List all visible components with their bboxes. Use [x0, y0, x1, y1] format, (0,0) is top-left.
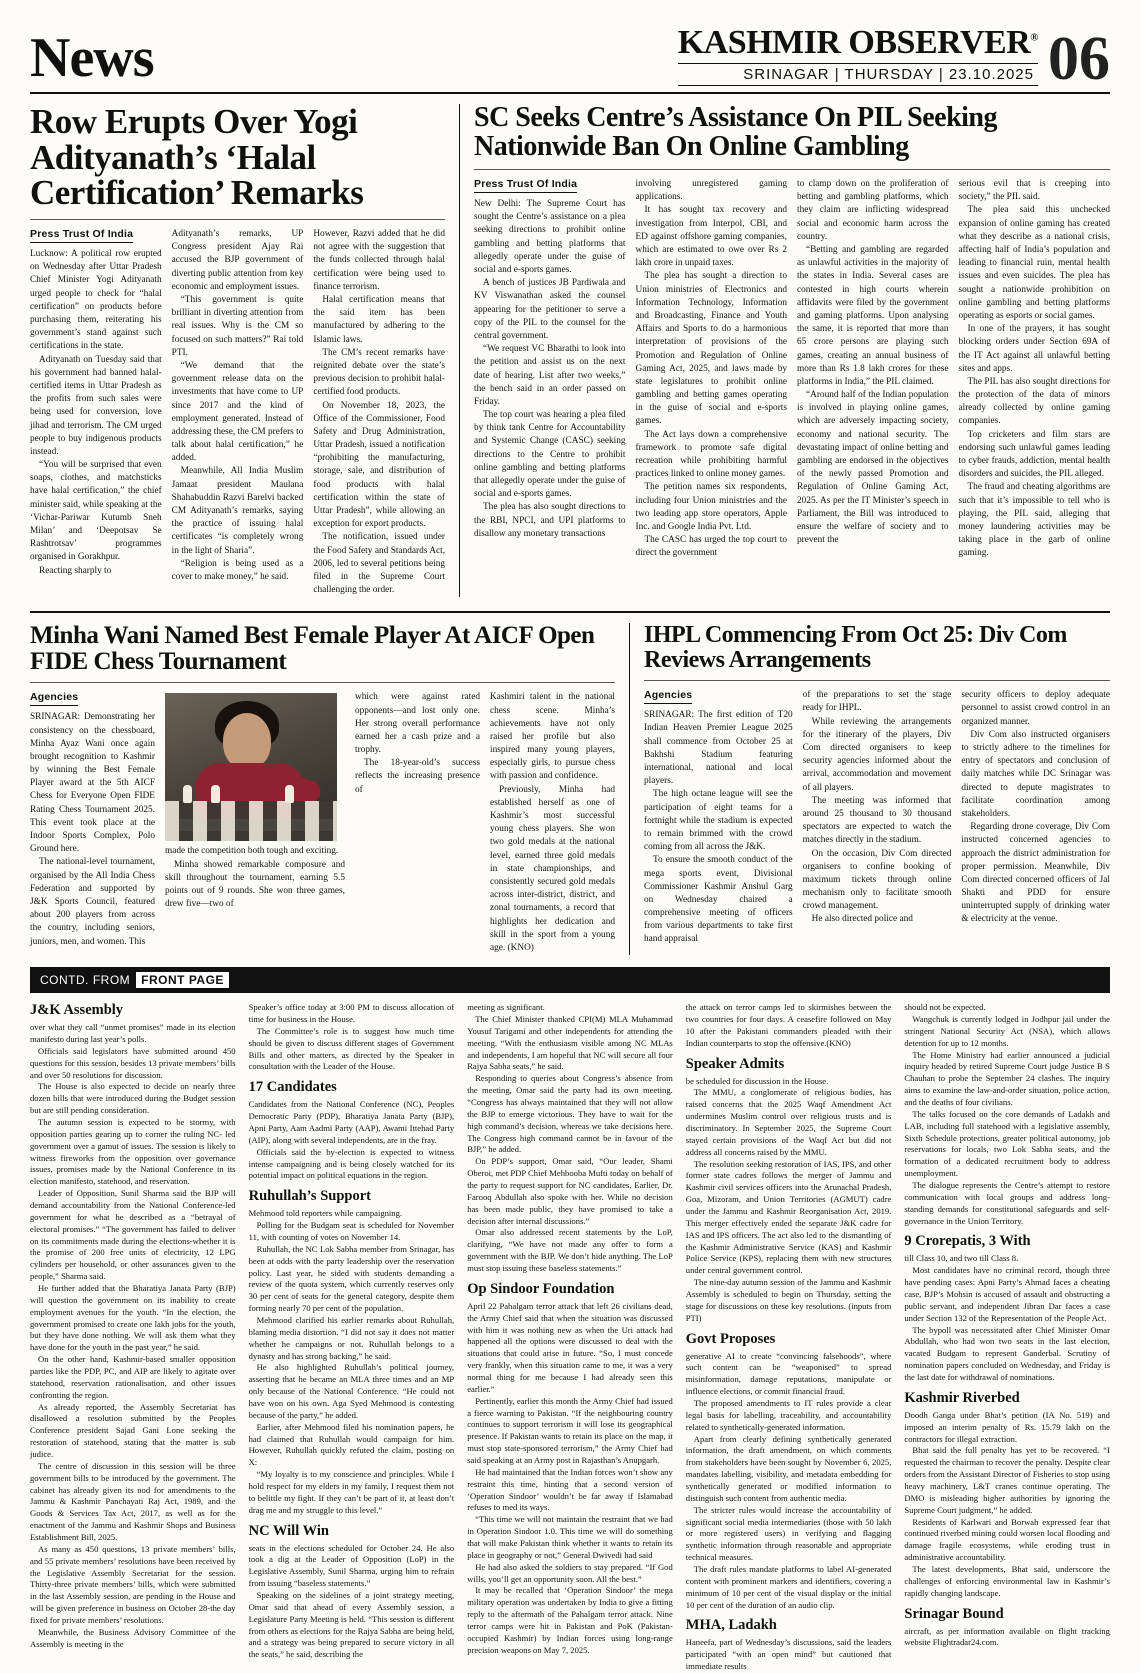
paragraph: Responding to queries about Congress’s absence from the meeting, Omar said the party had its own meeting. “Congress has always maintained that they will not allow the BJP to emerge victorious. They have to wait for the high command’s decision, whereas we take decisions here. The Congress high command cannot be in favour of the BJP,” he added.: [467, 1073, 673, 1155]
paragraph: On the other hand, Kashmir-based smaller opposition parties like the PDP, PC, and AIP are likely to agitate over statehood, reservation rationalisation, and other issues confronting the region.: [30, 1354, 236, 1400]
photo-detail: [223, 713, 271, 769]
story-yogi-col3: [313, 228, 445, 597]
paragraph: The high octane league will see the participation of eight teams for a fortnight while the stadium is expected to remain brimmed with the crowd coming from all across the J&K.: [644, 789, 793, 853]
paragraph: SRINAGAR: The first edition of T20 Indian Heaven Premier League 2025 shall commence from October 25 at Bakhshi Stadium featuring international, national and local players.: [644, 710, 793, 787]
story-sc-col2: [636, 178, 788, 560]
paragraph: The notification, issued under the Food Safety and Standards Act, 2006, led to several petitions being filed in the Supreme Court challenging the order.: [313, 532, 446, 596]
paragraph: Pertinently, earlier this month the Army Chief had issued a fierce warning to Pakistan. “If the neighbouring country continues to support terrorism it will lose its geographical presence. If Pakistan wants to retain its place on the map, it must stop state-sponsored terrorism,” the Army Chief had said speaking at an Army post in Rajasthan’s Anupgarh.: [467, 1395, 673, 1465]
paragraph: Ruhullah, the NC Lok Sabha member from Srinagar, has been at odds with the party leadership over the reservation policy. Last year, he sided with students demanding a review of the quota system, which currently reserves only 30 per cent of seats for the general category, despite them forming nearly 70 per cent of the population.: [248, 1243, 455, 1314]
paragraph: the attack on terror camps led to skirmishes between the two countries for four days. A ceasefire followed on May 10 after the Pakistani commanders pleaded with their Indian counterparts to stop the offensive.(KNO): [685, 1002, 892, 1048]
masthead: [30, 26, 1110, 94]
paragraph: Officials said legislators have submitted around 450 questions for this session, besides 13 private members’ bills and over 50 resolutions for discussion.: [30, 1045, 236, 1080]
paragraph: It may be recalled that ‘Operation Sindoor’ the mega military operation was undertaken by India to give a fitting reply to the aftermath of the Pahalgam terror attack. Nine terror camps were hit in Pakistan and PoK (Pakistan-occupied Kashmir) by Indian forces using long-range precision weapons on May 7, 2025.: [467, 1585, 673, 1655]
paragraph: involving unregistered gaming applications.: [635, 179, 787, 203]
paragraph: Wangchuk is currently lodged in Jodhpur jail under the stringent National Security Act (NSA), which allows detention for up to 12 months.: [904, 1013, 1110, 1048]
paragraph: The Home Ministry had earlier announced a judicial inquiry headed by retired Supreme Court judge Justice B S Chauhan to probe the September 24 clashes. The inquiry aims to examine the law-and-order situation, police action, and the deaths of four civilians.: [904, 1049, 1110, 1107]
photo-detail: [165, 801, 337, 841]
story-ihpl: [629, 623, 1110, 955]
paragraph: Reacting sharply to: [39, 565, 112, 576]
paragraph: He also directed police and: [811, 914, 913, 925]
story-sc-col4: [959, 178, 1111, 560]
subhead-ruhullah-support: Ruhullah’s Support: [248, 1188, 371, 1205]
paragraph: generative AI to create “convincing falsehoods”, where such content can be “weaponised” to spread misinformation, damage reputations, manipulate or influence elections, or commit financial fraud.: [685, 1350, 892, 1397]
paragraph: Minha showed remarkable composure and skill throughout the tournament, earning 5.5 points out of 9 rounds. She won three games, drew five—two of: [165, 859, 345, 910]
paragraph: “We demand that the government release data on the investments that have come to UP since 2017 and the kind of employment generated. Instead of addressing these, the CM prefers to talk about halal certification,” he added.: [171, 360, 304, 464]
section-title: News: [30, 27, 154, 89]
subhead-govt-proposes: Govt Proposes: [685, 1330, 776, 1347]
paragraph: It has sought tax recovery and investigation from Interpol, CBI, and ED against offshore gaming companies, which are estimated to owe over Rs 2 lakh crore in unpaid taxes.: [635, 205, 787, 269]
paragraph: Polling for the Budgam seat is scheduled for November 11, with counting of votes on November 14.: [248, 1220, 455, 1242]
paper-name: [678, 26, 1038, 60]
paragraph: The MMU, a conglomerate of religious bodies, has raised concerns that the 2025 Waqf Amendment Act undermines Muslim control over religious trusts and is discriminatory. In September 2025, the Supreme Court stayed certain provisions of the Waqf Act but did not address all concerns raised by the MMU.: [685, 1087, 892, 1157]
paragraph: As many as 450 questions, 13 private members’ bills, and 55 private members’ resolutions have been received by the Legislative Assembly Secretariat for the session. Thirty-three private members’ bills, which were submitted in the last Assembly session, are pending in the House and will be given preference in business on October 28-the day fixed for private members’ resolutions.: [30, 1543, 236, 1626]
paragraph: He further added that the Bharatiya Janata Party (BJP) will question the government on its inability to create employment avenues for the youth. “In the election, the government promised to create one lakh jobs for the youth, but they have done nothing. We will ask them what they have done for the youth in the past year,” he said.: [30, 1282, 236, 1353]
paragraph: He had maintained that the Indian forces won’t show any restraint this time, hinting that a second version of ‘Operation Sindoor’ wouldn’t be far away if Islamabad refuses to med its ways.: [467, 1466, 673, 1513]
story-yogi-col2: [172, 228, 304, 597]
paragraph: Meanwhile, the Business Advisory Committee of the Assembly is meeting in the: [30, 1626, 236, 1649]
paragraph: The Act lays down a comprehensive framework to promote safe digital recreation while prohibiting harmful practices linked to online money games.: [635, 429, 787, 480]
story-ihpl-col2: [803, 689, 952, 946]
story-chess-col4: [490, 691, 615, 955]
paragraph: Adityanath’s remarks, UP Congress president Ajay Rai accused the BJP government of diverting public attention from key economic and employment issues.: [171, 229, 304, 292]
contd-col3: [467, 1002, 673, 1673]
paragraph: The CM’s recent remarks have reignited debate over the state’s previous decision to prohibit halal-certified food products.: [313, 347, 446, 398]
paragraph: Officials said the by-election is expected to witness intense campaigning and is being closely watched for its potential impact on political equations in the region.: [248, 1146, 455, 1181]
story-sc: [459, 104, 1110, 597]
paragraph: In one of the prayers, it has sought blocking orders under Section 69A of the IT Act against all unlawful betting sites and apps.: [958, 324, 1110, 374]
paragraph: aircraft, as per information available on flight tracking website Flightradar24.com.: [904, 1625, 1110, 1648]
paragraph: Speaking on the sidelines of a joint strategy meeting, Omar said that ahead of every Assembly session, a Legislature Party Meeting is held. “This session is different from others as elections for the Rajya Sabha are being held, and a strategy was being prepared to secure victory in all the seats,” he said, describing the: [248, 1590, 455, 1660]
divider: [30, 219, 445, 220]
subhead-mha-ladakh: MHA, Ladakh: [685, 1617, 777, 1634]
paragraph: Halal certification means that the said item has been manufactured by adhering to the Islamic laws.: [313, 295, 446, 345]
middle-section: [30, 611, 1110, 955]
paragraph: However, Razvi added that he did not agree with the suggestion that the funds collected through halal certification were being used to finance terrorism.: [313, 229, 446, 292]
paragraph: The fraud and cheating algorithms are such that it’s impossible to tell who is playing, the PIL said, alleging that money laundering activities may be taking place in the garb of online gaming.: [958, 482, 1110, 559]
story-chess-col2: [165, 691, 345, 955]
chess-player-photo: [165, 693, 337, 841]
paragraph: Mehmood clarified his earlier remarks about Ruhullah, blaming media distortion. “I did not say it does not matter whether he campaigns or not. Ruhullah belongs to a dynasty and has strong backing,” he said.: [248, 1314, 455, 1361]
subhead-kashmir-riverbed: Kashmir Riverbed: [904, 1389, 1020, 1406]
divider: [474, 169, 1110, 170]
paragraph: The dialogue represents the Centre’s attempt to restore communication with local groups and address long-standing demands for constitutional safeguards and self-governance in the Union Territory.: [904, 1179, 1110, 1226]
paragraph: The meeting was informed that around 25 thousand to 30 thousand spectators are expected to watch the matches directly in the stadium.: [802, 795, 952, 846]
story-ihpl-col1: [644, 689, 793, 946]
paragraph: The proposed amendments to IT rules provide a clear legal basis for labelling, traceability, and accountability related to synthetically-generated information.: [685, 1397, 892, 1432]
story-ihpl-col3: [961, 689, 1110, 946]
story-ihpl-columns: [644, 689, 1110, 946]
registered-mark: ®: [1030, 31, 1038, 44]
subhead-9-crorepatis: 9 Crorepatis, 3 With: [904, 1233, 1031, 1250]
paragraph: to clamp down on the proliferation of betting and gambling platforms, which they claim are inflicting widespread social and economic harm across the country.: [797, 179, 949, 242]
photo-detail: [211, 785, 220, 803]
paragraph: Leader of Opposition, Sunil Sharma said the BJP will demand accountability from the National Conference-led government for what he described as a “betrayal of electoral promises.” “The government has failed to deliver on its commitments made during the elections-whether it is the promise of 200 free units of electricity, 12 LPG cylinders per household, or other assurances given to the people,” Sharma said.: [30, 1188, 236, 1282]
paragraph: The stricter rules would increase the accountability of significant social media intermediaries (those with 50 lakh or more registered users) in verifying and flagging synthetic information through reasonable and appropriate technical measures.: [685, 1504, 892, 1563]
paragraph: April 22 Pahalgam terror attack that left 26 civilians dead, the Army Chief said that when the situation was discussed with him it was nothing new as when the Uri attack had happened all the options were discussed to deal with the situations that could arise in future. “So, I must concede very frankly, when this situation came to me, it was a very normal thing for me because I had already seen this earlier.”: [467, 1300, 673, 1394]
subhead-op-sindoor-foundation: Op Sindoor Foundation: [467, 1280, 615, 1297]
subhead-17-candidates: 17 Candidates: [248, 1079, 337, 1096]
subhead-speaker-admits: Speaker Admits: [685, 1055, 785, 1072]
contd-label: CONTD. FROM: [40, 973, 131, 988]
paragraph: till Class 10, and two till Class 8.: [904, 1253, 1019, 1264]
story-chess: [30, 623, 615, 955]
paragraph: Residents of Karlwari and Borwah expressed fear that continued riverbed mining could worsen local flooding and damage fragile ecosystems, while eroding trust in administrative accountability.: [904, 1516, 1110, 1563]
paragraph: Meanwhile, All India Muslim Jamaat president Maulana Shahabuddin Razvi Barelvi backed CM Adityanath’s remarks, saying the practice of issuing halal certificates “is completely wrong in the light of Sharia”.: [171, 466, 304, 556]
story-chess-columns: [30, 691, 615, 955]
contd-front-page-tag: FRONT PAGE: [136, 972, 229, 988]
paragraph: The talks focused on the core demands of Ladakh and LAB, including full statehood with a legislative assembly, Sixth Schedule protections, greater political autonomy, job reservations for locals, two Lok Sabha seats, and the formation of a dedicated recruitment body to address unemployment.: [904, 1108, 1110, 1179]
paragraph: Doodh Ganga under Bhat’s petition (IA No. 519) and imposed an interim penalty of Rs. 15.79 lakh on the contractors for illegal extraction.: [904, 1409, 1110, 1444]
paragraph: security officers to deploy adequate personnel to assist crowd control in an organized manner.: [961, 690, 1111, 727]
paragraph: Div Com also instructed organisers to strictly adhere to the timelines for entry of spectators and conclusion of daily matches while DC Srinagar was directed to depute magistrates to facilitate coordination among stakeholders.: [961, 729, 1111, 819]
paragraph: The resolution seeking restoration of IAS, IPS, and other former state cadres follows the merger of Jammu and Kashmir civil services officers into the Arunachal Pradesh, Goa, Mizoram, and Union Territories (AGMUT) cadre under the Jammu and Kashmir Reorganisation Act, 2019. This merger effectively ended the separate J&K cadre for IAS and IPS officers. The act also led to the dismantling of the Kashmir Administrative Service (KAS) and Kashmir Police Service (KPS), replacing them with new structures under central government control.: [685, 1158, 892, 1276]
paragraph: which were against rated opponents—and lost only one. Her strong overall performance earned her a cash prize and a trophy.: [355, 692, 480, 756]
paragraph: The PIL has also sought directions for the protection of the data of minors already collected by online gaming companies.: [958, 376, 1110, 427]
story-chess-col3: [355, 691, 480, 955]
byline: Agencies: [30, 691, 78, 706]
paragraph: While reviewing the arrangements for the itinerary of the players, Div Com directed organisers to keep security agencies informed about the arrival, accommodation and movement of all players.: [802, 716, 952, 793]
page-number: 06: [1048, 25, 1110, 94]
paragraph: “We request VC Bharathi to look into the petition and assist us on the next date of hearing. List after two weeks,” the bench said in an order passed on Friday.: [474, 344, 626, 407]
paragraph: serious evil that is creeping into society,” the PIL said.: [958, 179, 1110, 203]
paragraph: To ensure the smooth conduct of the mega sports event, Divisional Commissioner Kashmir Anshul Garg on Wednesday chaired a comprehensive meeting of officers from various departments to take first hand appraisal: [644, 855, 793, 945]
paragraph: The petition names six respondents, including four Union ministries and the two leading app store operators, Apple Inc. and Google India Pvt. Ltd.: [635, 482, 787, 532]
paragraph: seats in the elections scheduled for October 24. He also took a dig at the Leader of Opposition (LoP) in the Legislative Assembly, Sunil Sharma, urging him to refrain from issuing “baseless statements.”: [248, 1542, 455, 1589]
byline: Press Trust Of India: [474, 178, 577, 193]
story-yogi-col1: [30, 228, 162, 597]
paragraph: The 18-year-old’s success reflects the increasing presence of: [355, 758, 480, 795]
paragraph: The bypoll was necessitated after Chief Minister Omar Abdullah, who had won two seats in the last election, vacated Budgam to represent Ganderbal. Scrutiny of nomination papers concluded on Wednesday, and Friday is the last date for withdrawal of nominations.: [904, 1324, 1110, 1382]
paragraph: Kashmiri talent in the national chess scene. Minha’s achievements have not only raised her profile but also inspired many young players, especially girls, to pursue chess with passion and confidence.: [490, 692, 615, 782]
paragraph: Earlier, after Mehmood filed his nomination papers, he had claimed that Ruhullah would campaign for him. However, Ruhullah quickly refuted the claim, posting on X:: [248, 1421, 455, 1468]
paragraph: The nine-day autumn session of the Jammu and Kashmir Assembly is scheduled to begin on Thursday, setting the stage for discussions on these key resolutions. (inputs from PTI): [685, 1277, 892, 1323]
story-sc-col1: [474, 178, 626, 560]
paragraph: Most candidates have no criminal record, though three have pending cases: Apni Party’s Ahmad faces a cheating case, BJP’s Mohsin is accused of assault and obstructing a public servant, and independent Jibran Dar faces a case under Section 132 of the Representation of the People Act.: [904, 1265, 1110, 1323]
paragraph: Previously, Minha had established herself as one of Kashmir’s most successful young chess players. She won two gold medals at the national level, earned three gold medals in state championships, and consistently secured gold medals across inter-district, district, and zonal tournaments, a record that highlights her dedication and skill in the sport from a young age. (KNO): [490, 784, 615, 953]
paragraph: The centre of discussion in this session will be three government bills to be introduced by the government. The cabinet has already given its nod for amendments to the Jammu & Kashmir Panchayati Raj Act, 1989, and the Goods & Services Tax Act, 2017, as well as for the enactment of the Jammu and Kashmir Shops and Business Establishment Bill, 2025.: [30, 1460, 236, 1543]
subhead-jk-assembly: J&K Assembly: [30, 1002, 124, 1019]
paragraph: Candidates from the National Conference (NC), Peoples Democratic Party (PDP), Bharatiya Janata Party (BJP), Apni Party, Aam Aadmi Party (AAP), Awami Ittehad Party (AIP), along with several independents, are in the fray.: [248, 1099, 455, 1145]
paragraph: As already reported, the Assembly Secretariat has disallowed a resolution submitted by the Peoples Conference president Sajad Gani Lone seeking the restoration of statehood, stating that the matter is sub judice.: [30, 1401, 236, 1459]
paragraph: Lucknow: A political row erupted on Wednesday after Uttar Pradesh Chief Minister Yogi Adityanath urged people to check for “halal certification” on products before purchasing them, reiterating his government’s stand against such certifications in the state.: [30, 249, 162, 352]
paragraph: On PDP’s support, Omar said, “Our leader, Shami Oberoi, met PDP Chief Mehbooba Mufti today on behalf of the party to request support for NC candidates. Earlier, Dr. Farooq Abdullah also spoke with her. While no decision has been made public, they have promised to take a decision after internal discussions.”: [467, 1156, 673, 1226]
paragraph: The CASC has urged the top court to direct the government: [635, 535, 787, 559]
story-yogi-columns: [30, 228, 445, 597]
paragraph: “Betting and gambling are regarded as unlawful activities in the majority of the states in India. Several cases are contested in high courts wherein affidavits were filed by the government and gaming platforms. Upon analysing the same, it is reported that more than 65 crore persons are playing such games, creating an annual business of more than Rs 1.8 lakh crores for these platforms in India,” the PIL claimed.: [797, 245, 949, 387]
top-section: [30, 104, 1110, 597]
byline: Press Trust Of India: [30, 228, 133, 243]
paragraph: “You will be surprised that even soaps, clothes, and matchsticks have halal certification,” the chief minister said, while speaking at the ‘Vichar-Pariwar Kutumb Sneh Milan’ and ‘Deepotsav Se Rashtrotsav’ programmes organised in Gorakhpur.: [30, 460, 162, 563]
paragraph: On November 18, 2023, the Office of the Commissioner, Food Safety and Drug Administration, Uttar Pradesh, issued a notification “prohibiting the manufacturing, storage, sale, and distribution of food products with halal certification within the state of Uttar Pradesh”, while allowing an exception for export products.: [313, 400, 446, 530]
paragraph: The Chief Minister thanked CPI(M) MLA Muhammad Yousuf Tarigami and other independents for attending the meeting. “With the enthusiasm visible among NC MLAs and independents, I am hopeful that NC will secure all four Rajya Sabha seats,” he said.: [467, 1013, 673, 1072]
masthead-right: [677, 24, 1110, 94]
story-chess-col1: [30, 691, 155, 955]
paragraph: Haneefa, part of Wednesday’s discussions, said the leaders participated “with an open mind” but cautioned that immediate results: [685, 1637, 892, 1672]
contd-section: [30, 1002, 1110, 1673]
paragraph: The top court was hearing a plea filed by think tank Centre for Accountability and Systemic Change (CASC) seeking directions to the Centre to prohibit online gambling and betting platforms that allegedly operate under the guise of social and e-sports games.: [474, 410, 626, 500]
story-sc-col3: [797, 178, 949, 560]
paragraph: The autumn session is expected to be stormy, with opposition parties gearing up to corner the ruling NC- led government over a gamut of issues. The session is likely to witness fireworks from the opposition over governance issues, promises made by the National Conference in its election manifesto, statehood, and reservation.: [30, 1116, 236, 1187]
paragraph: A bench of justices JB Pardiwala and KV Viswanathan asked the counsel appearing for the petitioner to serve a copy of the PIL to the counsel for the central government.: [474, 278, 626, 341]
paragraph: meeting as significant.: [467, 1002, 545, 1013]
paragraph: Top cricketers and film stars are endorsing such unlawful games leading to cyber frauds, addiction, mental health disorders and suicides, the PIL alleged.: [958, 429, 1110, 480]
paragraph: The national-level tournament, organised by the All India Chess Federation and supported by J&K Sports Council, featured about 200 players from across the country, including seniors, juniors, men, and women. This: [30, 857, 155, 947]
paragraph: Mehmood told reporters while campaigning.: [248, 1208, 403, 1219]
contd-banner: [30, 967, 1110, 993]
divider: [644, 680, 1110, 681]
paragraph: should not be expected.: [904, 1002, 986, 1013]
paragraph: Speaker’s office today at 3:00 PM to discuss allocation of time for business in the House.: [248, 1002, 455, 1024]
story-ihpl-headline: IHPL Commencing From Oct 25: Div Com Reviews Arrangements: [644, 622, 1067, 673]
paragraph: The plea has also sought directions to the RBI, NPCI, and UPI platforms to disallow any monetary transactions: [474, 502, 626, 539]
paragraph: The plea has sought a direction to Union ministries of Electronics and Information Technology, Information and Broadcasting, Finance and Youth Affairs and Sports to do a harmonious interpretation of provisions of the Promotion and Regulation of Online Gaming Act, 2025, and laws made by state legislatures to prohibit online gambling and betting games operating in the guise of social and e-sports games.: [635, 271, 787, 427]
paragraph: Apart from clearly defining synthetically generated information, the draft amendment, on which comments from stakeholders have been sought by November 6, 2025, mandates labelling, visibility, and metadata embedding for synthetically generated or modified information to distinguish such content from authentic media.: [685, 1433, 892, 1503]
masthead-title-block: [678, 26, 1038, 86]
paragraph: over what they call “unmet promises” made in its election manifesto during last year’s polls.: [30, 1022, 236, 1044]
paragraph: “This time we will not maintain the restraint that we had in Operation Sindoor 1.0. This time we will do something that will make Pakistan think whether it wants to retain its place in geography or not,” General Dwivedi had said: [467, 1514, 673, 1560]
paragraph: “Around half of the Indian population is involved in playing online games, which are adversely impacting society, economy and national security. The devastating impact of online betting and gambling are endorsed in the objectives of the newly passed Promotion and Regulation of Online Gaming Act, 2025. As per the IT Minister’s speech in Parliament, the Bill was introduced to ensure the welfare of society and to prevent the: [797, 390, 949, 546]
byline: Agencies: [644, 689, 692, 704]
story-yogi-headline: Row Erupts Over Yogi Adityanath’s ‘Halal Certification’ Remarks: [30, 102, 364, 213]
paragraph: be scheduled for discussion in the House.: [685, 1075, 829, 1086]
contd-col4: [686, 1002, 892, 1673]
contd-col2: [249, 1002, 455, 1673]
subhead-nc-will-win: NC Will Win: [248, 1522, 329, 1539]
paragraph: of the preparations to set the stage ready for IHPL.: [802, 690, 952, 714]
masthead-dateline: SRINAGAR | THURSDAY | 23.10.2025: [678, 63, 1038, 86]
divider: [30, 682, 615, 683]
paper-name-text: KASHMIR OBSERVER: [677, 24, 1031, 61]
paragraph: “Religion is being used as a cover to make money,” he said.: [171, 558, 304, 582]
story-sc-columns: [474, 178, 1110, 560]
paragraph: “My loyalty is to my conscience and principles. While I hold respect for my elders in my family, I request them not to belittle my fight. If they can’t be part of it, at least don’t drag me and my struggle to this level.”: [248, 1469, 455, 1515]
subhead-srinagar-bound: Srinagar Bound: [904, 1605, 1004, 1622]
paragraph: New Delhi: The Supreme Court has sought the Centre’s assistance on a plea seeking directions to prohibit online gambling and betting platforms that allegedly operate under the guise of social and e-sports games.: [474, 199, 626, 276]
paragraph: The draft rules mandate platforms to label AI-generated content with prominent markers and identifiers, covering a minimum of 10 per cent of the visual display or the initial 10 per cent of the duration of an audio clip.: [685, 1564, 892, 1610]
paragraph: The latest developments, Bhat said, underscore the challenges of enforcing environmental law in Kashmir’s rapidly changing landscape.: [904, 1564, 1110, 1598]
paragraph: The House is also expected to decide on nearly three dozen bills that were introduced during the Budget session but are still pending consideration.: [30, 1081, 236, 1116]
paragraph: On the occasion, Div Com directed organisers to confine booking of maximum tickets through online mechanism only to facilitate smooth crowd management.: [802, 848, 952, 912]
paragraph: The Committee’s role is to suggest how much time should be given to discuss different stages of Government Bills and other matters, as directed by the Speaker in consultation with the Leader of the House.: [248, 1025, 455, 1072]
paragraph: “This government is quite brilliant in diverting attention from real issues. Why is the CM so focused on such matters?” Rai told PTI.: [171, 295, 304, 358]
story-sc-headline: SC Seeks Centre’s Assistance On PIL Seeking Nationwide Ban On Online Gambling: [474, 102, 997, 162]
paragraph: He had also asked the soldiers to stay prepared. “If God wills, you’ll get an opportunity soon. All the best.”: [467, 1561, 673, 1584]
contd-col1: [30, 1002, 236, 1673]
paragraph: Bhat said the full penalty has yet to be recovered. “I requested the chairman to recover the penalty. Despite clear orders from the Assistant Director of Fisheries to stop using heavy machinery, L&T cranes continue operating. The DMO is misleading higher authorities by ignoring the Supreme Court judgment,” he added.: [904, 1445, 1110, 1515]
paragraph: Adityanath on Tuesday said that his government had banned halal-certified items in Uttar Pradesh as the profits from such sales were being used for conversion, love jihad and terrorism. The CM urged people to buy indigenous products instead.: [30, 354, 162, 457]
photo-detail: [183, 785, 192, 803]
paragraph: Omar also addressed recent statements by the LoP, clarifying, “We have not made any offer to form a government with the BJP. We don’t hide anything. The LoP must stop issuing these baseless statements.”: [467, 1227, 673, 1273]
contd-col5: [904, 1002, 1110, 1673]
paragraph: He also highlighted Ruhullah’s political journey, asserting that he became an MLA three times and an MP only because of the National Conference. “He could not have won on his own. Aga Syed Mehmood is contesting because of the party,” he added.: [248, 1362, 455, 1420]
story-chess-headline: Minha Wani Named Best Female Player At AICF Open FIDE Chess Tournament: [30, 622, 595, 675]
paragraph: The plea said this unchecked expansion of online gaming has created what they describe as a national crisis, affecting half of India’s population and leading to financial ruin, mental health issues and even suicides. The plea has sought a nationwide prohibition on online gambling and betting platforms operating as esports or social games.: [958, 205, 1110, 321]
photo-detail: [285, 785, 294, 803]
paragraph: Regarding drone coverage, Div Com instructed concerned agencies to approach the district administration for proper permission. Meanwhile, Div Com directed concerned officers of Jal Shakti and PDD for ensure uninterrupted supply of drinking water & electricity at the venue.: [961, 822, 1111, 925]
story-yogi: [30, 104, 445, 597]
paragraph: SRINAGAR: Demonstrating her consistency on the chessboard, Minha Ayaz Wani once again brought recognition to Kashmir by winning the Best Female Player award at the 5th AICF Chess for Everyone Open FIDE Rating Chess Tournament 2025. This event took place at the Indoor Sports Complex, Polo Ground here.: [30, 712, 155, 855]
paragraph: made the competition both tough and exciting.: [165, 846, 339, 857]
